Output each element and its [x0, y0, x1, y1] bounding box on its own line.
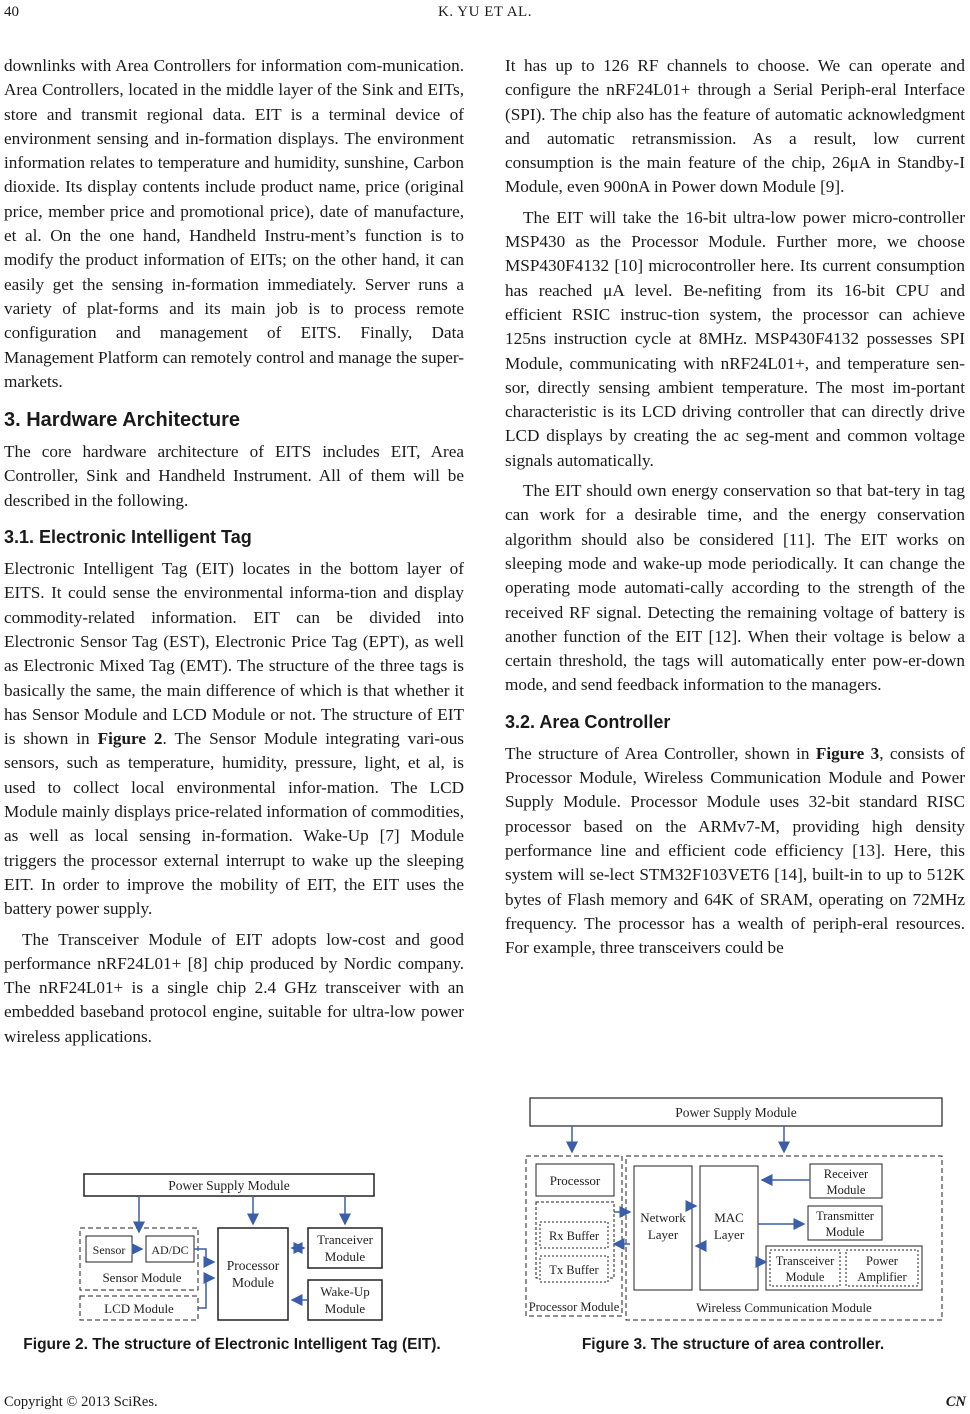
wireless-module-label: Wireless Communication Module — [696, 1300, 872, 1315]
text-run: Electronic Intelligent Tag (EIT) locates in the bottom layer of EITS. It could sense the environmental informa-tion and display commodity-related information. EIT can be divided into Electronic Sensor Tag (EST), Electronic Price Tag (EPT), as well as Electronic Mixed Tag (EMT). The structure of the three tags is basically the same, the main difference of which is that whether it has Sensor Module and LCD Module or not. The structure of EIT is shown in — [4, 559, 464, 749]
paragraph: The core hardware architecture of EITS includes EIT, Area Controller, Sink and Handheld Instrument. All of them will be described in the following. — [4, 442, 464, 510]
processor-module-box — [218, 1228, 288, 1320]
tx-buffer-label: Tx Buffer — [549, 1263, 599, 1277]
network-label-1: Network — [640, 1210, 686, 1225]
transceiver-label-1: Tranceiver — [317, 1232, 373, 1247]
receiver-label-1: Receiver — [823, 1167, 869, 1181]
paragraph: The EIT should own energy conservation so that bat-tery in tag can work for a desirable time, and the energy conservation algorithm should also be considered [11]. The EIT works on sleeping mode and wake-up mode periodically. It can change the operating mode automati-cally according to the strength of the received RF signal. Detecting the remaining voltage of battery is another function of the EIT [12]. When their voltage is below a certain threshold, the tags will automatically enter pow-er-down mode, and send feedback information to the managers. — [505, 481, 965, 695]
power-supply-label: Power Supply Module — [675, 1105, 797, 1120]
paragraph — [505, 742, 965, 961]
figure-reference: Figure 2 — [97, 729, 163, 749]
wakeup-label-1: Wake-Up — [320, 1284, 370, 1299]
running-author: K. YU ET AL. — [438, 4, 532, 20]
wakeup-label-2: Module — [324, 1301, 366, 1316]
transmitter-label-2: Module — [825, 1225, 865, 1239]
figure-2-caption: Figure 2. The structure of Electronic Intelligent Tag (EIT). — [23, 1336, 441, 1353]
figure-3-diagram — [522, 1094, 948, 1326]
text-run: The structure of Area Controller, shown in — [505, 743, 816, 763]
left-column — [4, 54, 464, 1055]
power-amplifier-label-1: Power — [866, 1254, 898, 1268]
paragraph: The EIT will take the 16-bit ultra-low power micro-controller MSP430 as the Processor Module. Further more, we choose MSP430F4132 [10] microcontroller here. Its current consumption has reached μA level. Be-nefiting from its 16-bit CPU and efficient RSIC instruc-tion system, the processor can achieve 125ns instruction cycle at 8MHz. MSP430F4132 possesses SPI Module, communicating with nRF24L01+, and temperature sen-sor, directly sensing ambient temperature. The most im-portant characteristic is its LCD driving controller that can directly drive LCD displays by creating the ac seg-ment and common voltage signals automatically. — [505, 207, 965, 470]
lcd-module-label: LCD Module — [104, 1301, 174, 1316]
figure-3-caption: Figure 3. The structure of area controller. — [581, 1336, 885, 1353]
transceiver-label-2: Module — [324, 1249, 366, 1264]
processor-module-label: Processor Module — [528, 1300, 620, 1314]
paragraph: It has up to 126 RF channels to choose. We can operate and configure the nRF24L01+ through a Serial Periph-eral Interface (SPI). The chip also has the feature of automatic acknowledgment and automatic retransmission. As a result, low current consumption is the main feature of the chip, 26μA in Standby-I Module, even 900nA in Power down Module [9]. — [505, 56, 965, 197]
receiver-label-2: Module — [826, 1183, 866, 1197]
figure-2-diagram — [76, 1170, 386, 1330]
power-amplifier-label-2: Amplifier — [857, 1270, 907, 1284]
page-number: 40 — [4, 4, 19, 20]
figure-reference: Figure 3 — [815, 743, 880, 763]
page-footer — [4, 1394, 966, 1411]
paragraph: downlinks with Area Controllers for information com-munication. Area Controllers, located in the middle layer of the Sink and EITs, store and transmit regional data. EIT is a terminal device of environment sensing and in-formation displays. The environment information relates to temperature and humidity, sunshine, Carbon dioxide. Its display contents include product name, price (original price, member price and promotional price), date of manufacture, et al. On the one hand, Handheld Instru-ment’s function is to modify the product information of EITs; on the other hand, it can easily get the sensing in-formation immediately. Server runs a variety of plat-forms and its main job is to process remote configuration and management of EITS. Finally, Data Management Platform can remotely control and manage the super-markets. — [4, 56, 464, 391]
adc-label: AD/DC — [151, 1243, 189, 1257]
section-title: 3. Hardware Architecture — [4, 409, 241, 432]
copyright-notice: Copyright © 2013 SciRes. — [4, 1394, 158, 1410]
rf-transceiver-label-2: Module — [785, 1270, 825, 1284]
subsection-title: 3.2. Area Controller — [505, 711, 671, 732]
processor-label-1: Processor — [226, 1258, 280, 1273]
processor-label-2: Module — [232, 1275, 274, 1290]
mac-label-1: MAC — [714, 1210, 744, 1225]
paragraph: The Transceiver Module of EIT adopts low-cost and good performance nRF24L01+ [8] chip produced by Nordic company. The nRF24L01+ is a single chip 2.4 GHz transceiver with an embedded baseband protocol engine, suitable for ultra-low power wireless applications. — [4, 929, 464, 1046]
power-supply-label: Power Supply Module — [168, 1178, 290, 1193]
paragraph — [4, 557, 464, 921]
network-label-2: Layer — [647, 1227, 679, 1242]
subsection-title: 3.1. Electronic Intelligent Tag — [4, 527, 252, 548]
rx-buffer-label: Rx Buffer — [548, 1229, 600, 1243]
rf-transceiver-label-1: Transceiver — [775, 1254, 835, 1268]
transmitter-label-1: Transmitter — [816, 1209, 874, 1223]
page-header — [0, 0, 970, 30]
mac-label-2: Layer — [713, 1227, 745, 1242]
processor-label: Processor — [549, 1173, 601, 1188]
sensor-module-label: Sensor Module — [102, 1270, 182, 1285]
journal-abbreviation: CN — [945, 1394, 966, 1410]
text-run: , consists of Processor Module, Wireless Communication Module and Power Supply Module. Processor Module uses 32-bit standard RISC processor based on the ARMv7-M, providing high density performance line and efficient code efficiency [13]. Here, this system will se-lect STM32F103VET6 [14], built-in to up to 512K bytes of Flash memory and 64K of SRAM, operating on 72MHz frequency. The processor has a wealth of periph-eral resources. For example, three transceivers could be — [505, 743, 966, 958]
right-column — [505, 54, 965, 966]
text-run: . The Sensor Module integrating vari-ous sensors, such as temperature, humidity, pressure, light, et al, is used to collect local environmental infor-mation. The LCD Module mainly displays price-related information of commodities, as well as local sensing in-formation. Wake-Up [7] Module triggers the processor external interrupt to wake up the sleeping EIT. In order to improve the mobility of EIT, the EIT uses the battery power supply. — [4, 729, 464, 919]
sensor-label: Sensor — [92, 1243, 126, 1257]
